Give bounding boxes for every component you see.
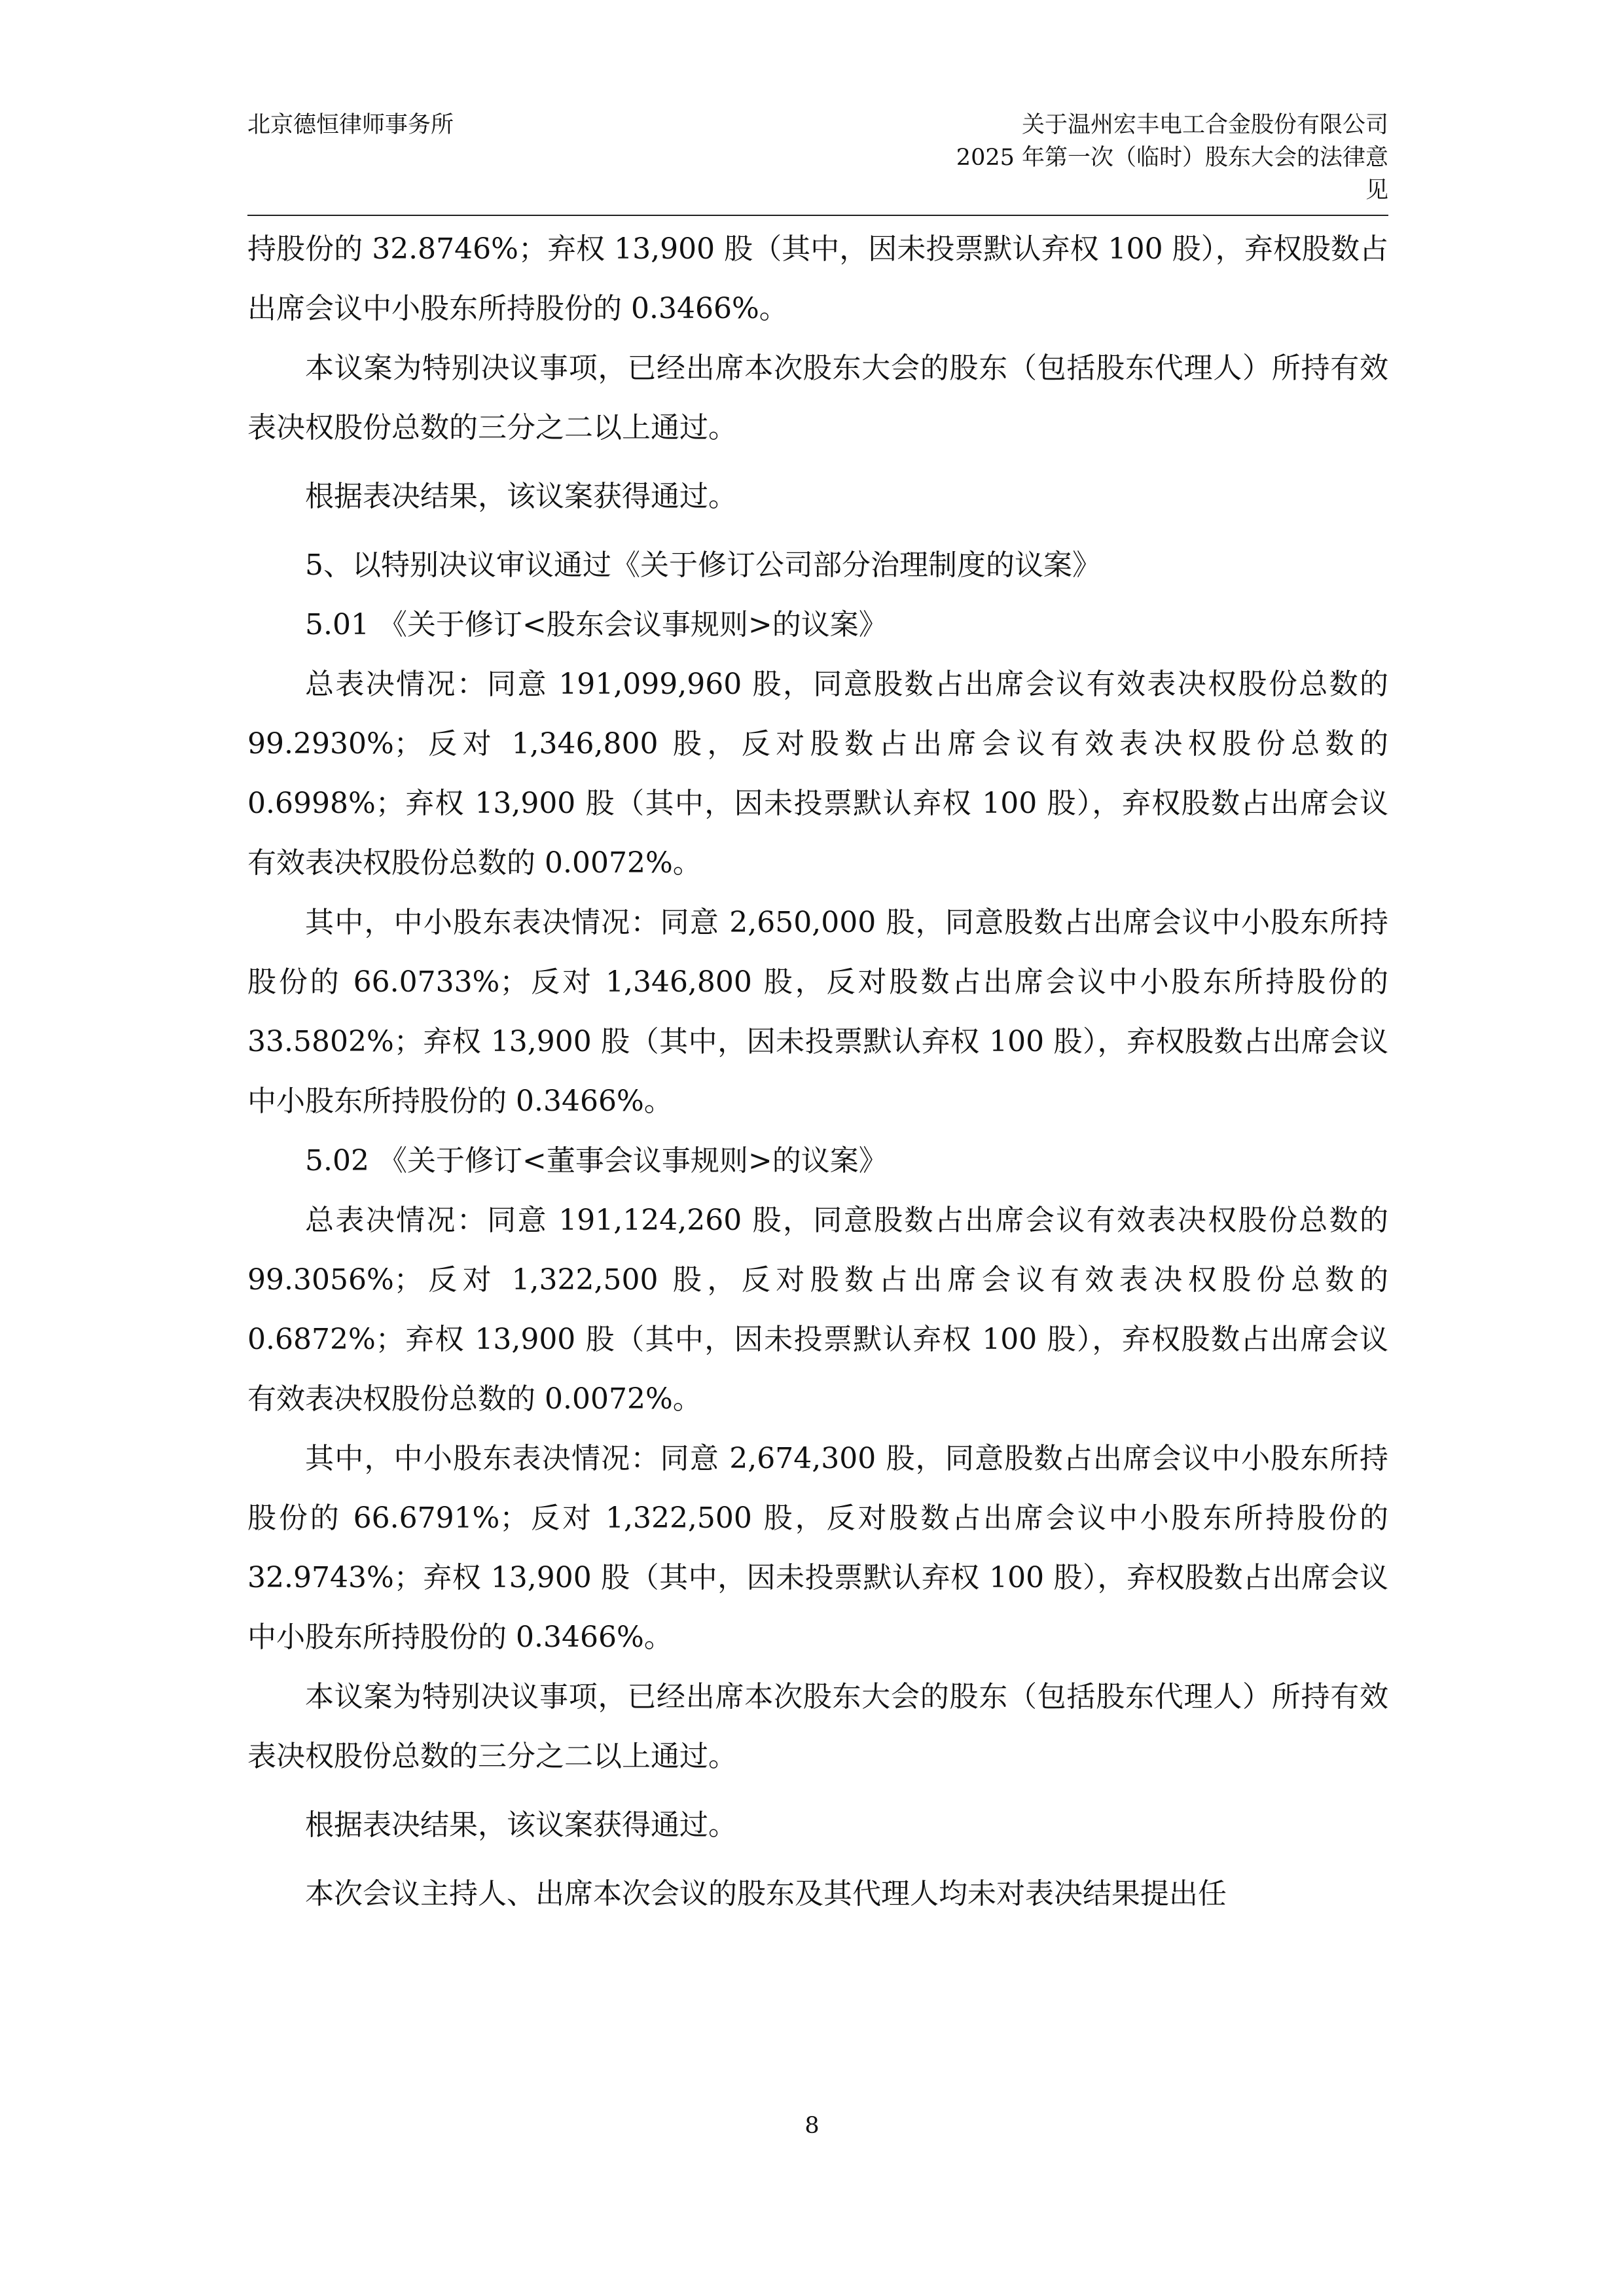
subsection-heading: 5.01 《关于修订<股东会议事规则>的议案》 <box>305 608 888 641</box>
header-document-title <box>930 109 1388 207</box>
body-paragraph: 本次会议主持人、出席本次会议的股东及其代理人均未对表决结果提出任 <box>305 1877 1227 1910</box>
body-paragraph: 根据表决结果，该议案获得通过。 <box>305 480 737 513</box>
header-title-line: 见 <box>1365 177 1388 204</box>
body-paragraph: 总表决情况：同意 191,124,260 股，同意股数占出席会议有效表决权股份总数的 99.3056%；反对 1,322,500 股，反对股数占出席会议有效表决权股份总数的 0.6872%；弃权 13,900 股（其中，因未投票默认弃权 100 股），弃权股数占出席会议有效表决权股份总数的 0.0072%。 <box>247 1204 1388 1416</box>
body-paragraph: 本议案为特别决议事项，已经出席本次股东大会的股东（包括股东代理人）所持有效表决权股份总数的三分之二以上通过。 <box>247 351 1388 444</box>
body-paragraph: 持股份的 32.8746%；弃权 13,900 股（其中，因未投票默认弃权 100 股），弃权股数占出席会议中小股东所持股份的 0.3466%。 <box>247 232 1388 325</box>
header-title-line: 2025 年第一次（临时）股东大会的法律意 <box>956 145 1388 171</box>
header-firm-name: 北京德恒律师事务所 <box>247 112 454 138</box>
body-paragraph: 其中，中小股东表决情况：同意 2,674,300 股，同意股数占出席会议中小股东所持股份的 66.6791%；反对 1,322,500 股，反对股数占出席会议中小股东所持股份的 32.9743%；弃权 13,900 股（其中，因未投票默认弃权 100 股），弃权股数占出席会议中小股东所持股份的 0.3466%。 <box>247 1442 1388 1654</box>
subsection-heading: 5.02 《关于修订<董事会议事规则>的议案》 <box>305 1144 888 1177</box>
body-paragraph: 总表决情况：同意 191,099,960 股，同意股数占出席会议有效表决权股份总数的 99.2930%；反对 1,346,800 股，反对股数占出席会议有效表决权股份总数的 0.6998%；弃权 13,900 股（其中，因未投票默认弃权 100 股），弃权股数占出席会议有效表决权股份总数的 0.0072%。 <box>247 668 1388 880</box>
header-divider <box>247 215 1388 216</box>
page-number: 8 <box>804 2113 820 2139</box>
document-body <box>247 219 1388 1924</box>
body-paragraph: 根据表决结果，该议案获得通过。 <box>305 1808 737 1842</box>
header-title-line: 关于温州宏丰电工合金股份有限公司 <box>1021 112 1388 138</box>
section-heading: 5、以特别决议审议通过《关于修订公司部分治理制度的议案》 <box>305 548 1101 582</box>
body-paragraph: 其中，中小股东表决情况：同意 2,650,000 股，同意股数占出席会议中小股东所持股份的 66.0733%；反对 1,346,800 股，反对股数占出席会议中小股东所持股份的 33.5802%；弃权 13,900 股（其中，因未投票默认弃权 100 股），弃权股数占出席会议中小股东所持股份的 0.3466%。 <box>247 906 1388 1118</box>
body-paragraph: 本议案为特别决议事项，已经出席本次股东大会的股东（包括股东代理人）所持有效表决权股份总数的三分之二以上通过。 <box>247 1680 1388 1773</box>
